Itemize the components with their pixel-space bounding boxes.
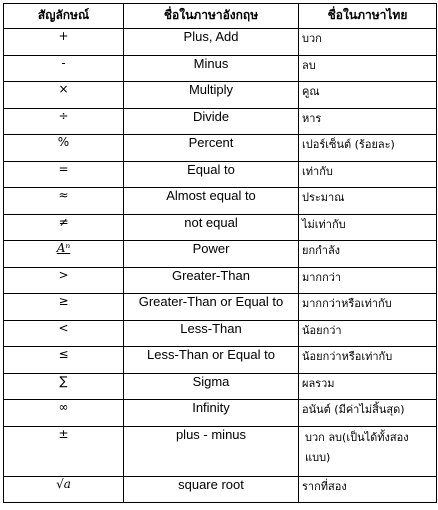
thai-name-cell: ประมาณ (299, 188, 437, 215)
table-row (4, 135, 437, 162)
table-row (4, 214, 437, 241)
symbol-cell: > (4, 267, 124, 294)
english-name-cell: not equal (124, 214, 299, 241)
english-name-cell: Greater-Than or Equal to (124, 294, 299, 321)
square-root-symbol: √a (56, 476, 71, 491)
power-symbol: Aⁿ (56, 241, 71, 255)
symbol-cell (4, 241, 124, 268)
thai-name-cell: เปอร์เซ็นต์ (ร้อยละ) (299, 135, 437, 162)
english-name-cell: Percent (124, 135, 299, 162)
english-name-cell: Divide (124, 108, 299, 135)
math-symbols-table (3, 3, 437, 503)
thai-name-cell: มากกว่า (299, 267, 437, 294)
symbol-cell: ÷ (4, 108, 124, 135)
table-row (4, 55, 437, 82)
thai-name-cell: รากที่สอง (299, 476, 437, 503)
header-english-name: ชื่อในภาษาอังกฤษ (124, 4, 299, 29)
symbol-cell: × (4, 82, 124, 109)
symbol-cell: ≈ (4, 188, 124, 215)
table-row (4, 241, 437, 268)
symbol-cell: ∞ (4, 400, 124, 427)
symbol-cell: ≠ (4, 214, 124, 241)
thai-name-cell: บวก ลบ(เป็นได้ทั้งสองแบบ) (299, 426, 437, 476)
table-row (4, 294, 437, 321)
table-row (4, 426, 437, 476)
header-symbol: สัญลักษณ์ (4, 4, 124, 29)
symbol-cell: ≤ (4, 347, 124, 374)
table-row (4, 476, 437, 503)
english-name-cell: Power (124, 241, 299, 268)
symbol-cell: ∑ (4, 373, 124, 400)
thai-name-cell: คูณ (299, 82, 437, 109)
symbol-cell: % (4, 135, 124, 162)
symbol-cell: - (4, 55, 124, 82)
symbol-cell: < (4, 320, 124, 347)
thai-name-cell: หาร (299, 108, 437, 135)
table-row (4, 320, 437, 347)
thai-name-cell: น้อยกว่าหรือเท่ากับ (299, 347, 437, 374)
english-name-cell: square root (124, 476, 299, 503)
thai-name-cell: มากกว่าหรือเท่ากับ (299, 294, 437, 321)
thai-name-cell: น้อยกว่า (299, 320, 437, 347)
symbol-cell (4, 476, 124, 503)
english-name-cell: Infinity (124, 400, 299, 427)
table-row (4, 108, 437, 135)
thai-name-cell: ลบ (299, 55, 437, 82)
table-row (4, 267, 437, 294)
table-row (4, 373, 437, 400)
header-thai-name: ชื่อในภาษาไทย (299, 4, 437, 29)
thai-name-cell: ไม่เท่ากับ (299, 214, 437, 241)
english-name-cell: Sigma (124, 373, 299, 400)
symbol-cell: ≥ (4, 294, 124, 321)
thai-name-cell: อนันต์ (มีค่าไม่สิ้นสุด) (299, 400, 437, 427)
english-name-cell: Less-Than or Equal to (124, 347, 299, 374)
english-name-cell: Minus (124, 55, 299, 82)
table-row (4, 188, 437, 215)
table-row (4, 82, 437, 109)
thai-name-cell: ผลรวม (299, 373, 437, 400)
english-name-cell: plus - minus (124, 426, 299, 476)
english-name-cell: Equal to (124, 161, 299, 188)
thai-name-cell: ยกกำลัง (299, 241, 437, 268)
english-name-cell: Plus, Add (124, 29, 299, 56)
english-name-cell: Almost equal to (124, 188, 299, 215)
english-name-cell: Greater-Than (124, 267, 299, 294)
english-name-cell: Less-Than (124, 320, 299, 347)
table-row (4, 347, 437, 374)
table-row (4, 161, 437, 188)
table-row (4, 29, 437, 56)
symbol-cell: = (4, 161, 124, 188)
english-name-cell: Multiply (124, 82, 299, 109)
symbol-cell: + (4, 29, 124, 56)
thai-name-cell: เท่ากับ (299, 161, 437, 188)
table-row (4, 400, 437, 427)
thai-name-cell: บวก (299, 29, 437, 56)
header-row (4, 4, 437, 29)
symbol-cell: ± (4, 426, 124, 476)
